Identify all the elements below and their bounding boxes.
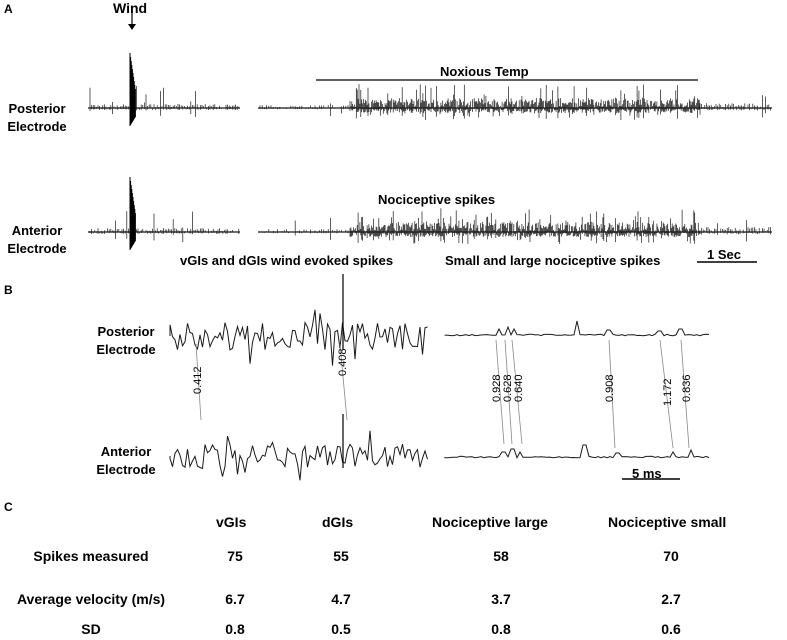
panel-b-anterior-label: [88, 443, 164, 479]
cell-sd-vgis: 0.8: [225, 621, 245, 637]
noxious-temp-label: Noxious Temp: [440, 64, 529, 79]
posterior-trace-wind-burst: [130, 53, 135, 126]
delay-label-8: 0.836: [681, 374, 693, 402]
col-dgis: dGIs: [322, 514, 354, 530]
row-label-average-velocity: Average velocity (m/s): [16, 591, 166, 607]
delay-label-3: 0.928: [491, 374, 503, 402]
cell-spikes-vgis: 75: [227, 548, 243, 564]
b-posterior-nociceptive-trace: [445, 321, 709, 336]
wind-arrow-head: [128, 24, 136, 30]
panel-b-right-title: Small and large nociceptive spikes: [445, 253, 661, 268]
delay-label-6: 0.908: [604, 374, 616, 402]
b-anterior-line1: Anterior: [100, 444, 152, 459]
b-anterior-line2: Electrode: [96, 462, 156, 477]
panel-a-anterior-label: [2, 222, 72, 258]
delay-label-1: 0.412: [192, 366, 204, 394]
delay-label-7: 1.172: [662, 378, 674, 406]
col-nociceptive-small: Nociceptive small: [608, 514, 727, 530]
cell-spikes-dgis: 55: [333, 548, 349, 564]
cell-velocity-dgis: 4.7: [331, 591, 351, 607]
panel-a-scale-label: 1 Sec: [707, 247, 741, 262]
wind-label: Wind: [113, 0, 148, 16]
panel-b-posterior-label: [88, 323, 164, 359]
panel-c-letter: C: [4, 500, 13, 514]
cell-spikes-noc-large: 58: [493, 548, 509, 564]
delay-label-4: 0.628: [502, 374, 514, 402]
posterior-line1: Posterior: [8, 101, 66, 116]
posterior-line2: Electrode: [7, 119, 67, 134]
b-posterior-wind-trace: [170, 310, 428, 366]
row-label-spikes-measured: Spikes measured: [33, 548, 149, 564]
nociceptive-spikes-label: Nociceptive spikes: [378, 192, 496, 207]
cell-sd-noc-small: 0.6: [661, 621, 681, 637]
anterior-trace-spikes: [90, 208, 770, 244]
cell-spikes-noc-small: 70: [663, 548, 679, 564]
col-nociceptive-large: Nociceptive large: [432, 514, 548, 530]
panel-b-scale-label: 5 ms: [632, 466, 662, 481]
posterior-trace-spikes: [90, 84, 770, 120]
cell-velocity-noc-large: 3.7: [491, 591, 511, 607]
b-posterior-line1: Posterior: [97, 324, 155, 339]
anterior-line1: Anterior: [11, 223, 63, 238]
row-label-sd: SD: [81, 621, 101, 637]
anterior-line2: Electrode: [7, 241, 67, 256]
panel-b-left-title: vGIs and dGIs wind evoked spikes: [180, 253, 394, 268]
cell-velocity-noc-small: 2.7: [661, 591, 681, 607]
panel-b-letter: B: [4, 283, 13, 297]
col-vgis: vGIs: [216, 514, 247, 530]
delay-label-2: 0.408: [337, 348, 349, 376]
cell-velocity-vgis: 6.7: [225, 591, 245, 607]
cell-sd-noc-large: 0.8: [491, 621, 511, 637]
panel-a-posterior-label: [2, 100, 72, 136]
anterior-trace-wind-burst: [130, 177, 135, 250]
panel-a-letter: A: [4, 2, 13, 16]
cell-sd-dgis: 0.5: [331, 621, 351, 637]
delay-label-5: 0.640: [513, 374, 525, 402]
b-posterior-line2: Electrode: [96, 342, 156, 357]
b-anterior-nociceptive-trace: [445, 445, 709, 458]
b-anterior-wind-trace: [170, 431, 428, 481]
